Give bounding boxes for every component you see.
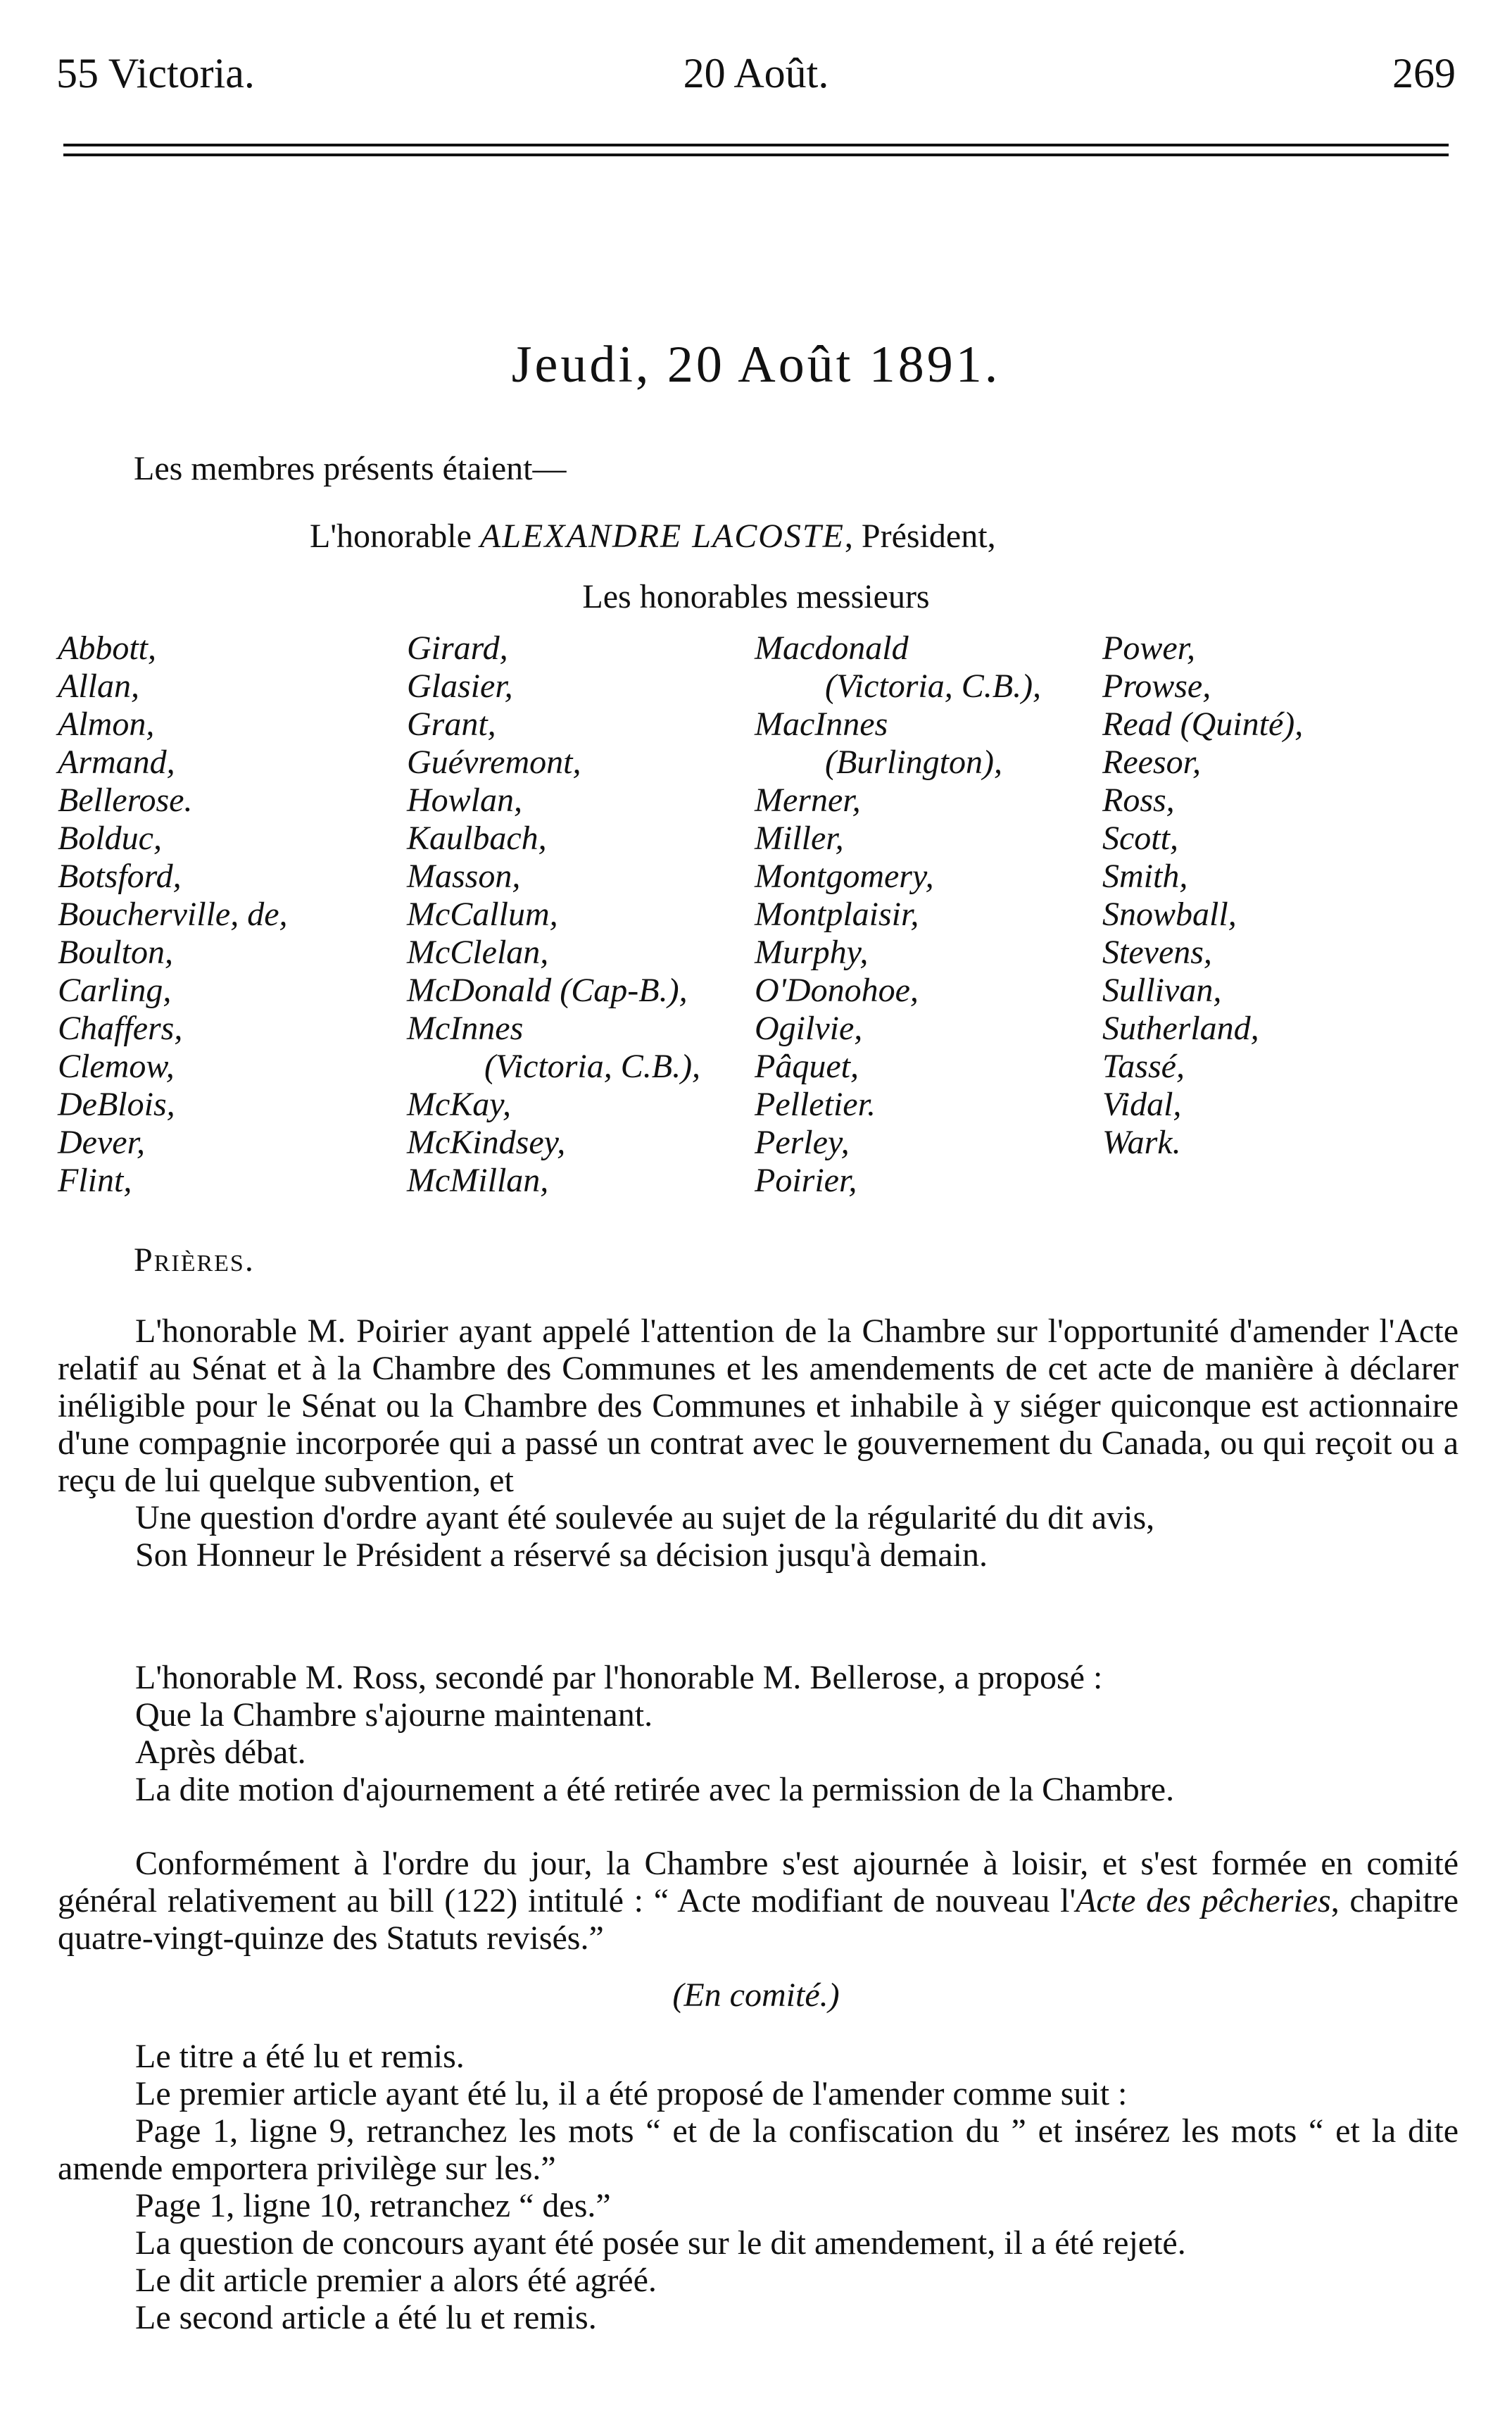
comite-act-title: Acte des pêcheries <box>1076 1882 1331 1919</box>
member-name: Pâquet, <box>755 1048 859 1085</box>
member-name: Murphy, <box>755 934 869 971</box>
member-name: Read (Quinté), <box>1102 706 1304 743</box>
members-column-1 <box>58 629 288 1200</box>
articles-l6: Le dit article premier a alors été agréé. <box>135 2262 657 2299</box>
member-name: Prowse, <box>1102 668 1211 705</box>
articles-l1: Le titre a été lu et remis. <box>135 2038 465 2075</box>
member-name: Flint, <box>58 1162 132 1199</box>
member-name: Kaulbach, <box>407 820 547 857</box>
en-comite-heading: (En comité.) <box>672 1976 840 2014</box>
comite-text-a: Conformément à l'ordre du jour, la Chambre s'est ajournée à loisir, et s'est formée en comité général relativement au bill (122) intitulé : “ Acte modifiant de nouveau l' <box>58 1845 1459 1919</box>
member-name: Carling, <box>58 972 172 1009</box>
paragraph-poirier-order: Une question d'ordre ayant été soulevée au sujet de la régularité du dit avis, <box>135 1499 1155 1536</box>
paragraph-poirier-decision: Son Honneur le Président a réservé sa décision jusqu'à demain. <box>135 1536 988 1574</box>
member-name: Abbott, <box>58 629 156 667</box>
member-name: Stevens, <box>1102 934 1212 971</box>
paragraph-ross-l4: La dite motion d'ajournement a été retirée avec la permission de la Chambre. <box>135 1771 1175 1808</box>
member-name: Bellerose. <box>58 782 193 819</box>
paragraph-comite <box>58 1845 1459 1957</box>
member-name: (Burlington), <box>825 744 1002 781</box>
member-name: McKindsey, <box>407 1124 566 1161</box>
page-title: Jeudi, 20 Août 1891. <box>511 336 1001 394</box>
member-name: McInnes <box>407 1010 524 1047</box>
members-column-4 <box>1102 629 1303 1162</box>
member-name: Perley, <box>755 1124 850 1161</box>
header-session: 55 Victoria. <box>56 50 255 96</box>
articles-l2: Le premier article ayant été lu, il a été proposé de l'amender comme suit : <box>135 2075 1128 2112</box>
member-name: Botsford, <box>58 858 182 895</box>
president-prefix: L'honorable <box>310 518 480 555</box>
member-name: Macdonald <box>755 629 909 667</box>
member-name: Bolduc, <box>58 820 162 857</box>
member-name: Vidal, <box>1102 1086 1182 1123</box>
header-rule-top <box>63 144 1449 146</box>
member-name: Boulton, <box>58 934 173 971</box>
member-name: Howlan, <box>407 782 523 819</box>
member-name: Armand, <box>58 744 175 781</box>
member-name: Miller, <box>755 820 844 857</box>
paragraph-poirier-body: L'honorable M. Poirier ayant appelé l'attention de la Chambre sur l'opportunité d'amender l'Acte relatif au Sénat et à la Chambre des Communes et les amendements de cet acte de manière à déclarer inéligible pour le Sénat ou la Chambre des Communes et inhabile à y siéger quiconque est actionnaire d'une compagnie incorporée qui a passé un contrat avec le gouvernement du Canada, ou qui reçoit ou a reçu de lui quelque subvention, et <box>58 1312 1459 1499</box>
member-name: Montgomery, <box>755 858 934 895</box>
page-header <box>56 49 1456 106</box>
members-column-3 <box>755 629 1041 1200</box>
member-name: Ogilvie, <box>755 1010 863 1047</box>
member-name: Montplaisir, <box>755 896 919 933</box>
member-name: Wark. <box>1102 1124 1181 1161</box>
paragraph-comite-body <box>58 1845 1459 1957</box>
member-name: Chaffers, <box>58 1010 183 1047</box>
articles-l7: Le second article a été lu et remis. <box>135 2299 597 2336</box>
member-name: Reesor, <box>1102 744 1201 781</box>
member-name: Glasier, <box>407 668 513 705</box>
member-name: Power, <box>1102 629 1195 667</box>
header-date: 20 Août. <box>683 50 829 96</box>
member-name: Sullivan, <box>1102 972 1222 1009</box>
page-number: 269 <box>1392 50 1456 96</box>
articles-l3: Page 1, ligne 9, retranchez les mots “ et de la confiscation du ” et insérez les mots “ et la dite amende emportera privilège sur les.” <box>58 2112 1459 2187</box>
member-name: Girard, <box>407 629 508 667</box>
member-name: (Victoria, C.B.), <box>484 1048 701 1085</box>
member-name: O'Donohoe, <box>755 972 919 1009</box>
member-name: DeBlois, <box>58 1086 175 1123</box>
member-name: Poirier, <box>755 1162 857 1199</box>
member-name: Sutherland, <box>1102 1010 1259 1047</box>
member-name: McMillan, <box>407 1162 549 1199</box>
member-name: Tassé, <box>1102 1048 1185 1085</box>
member-name: Dever, <box>58 1124 145 1161</box>
member-name: McCallum, <box>407 896 558 933</box>
paragraph-ross-l2: Que la Chambre s'ajourne maintenant. <box>135 1696 653 1734</box>
member-name: (Victoria, C.B.), <box>825 668 1042 705</box>
member-name: McClelan, <box>407 934 549 971</box>
member-name: Grant, <box>407 706 496 743</box>
member-name: Pelletier. <box>755 1086 876 1123</box>
paragraph-ross-motion: L'honorable M. Ross, secondé par l'honorable M. Bellerose, a proposé : <box>135 1659 1103 1696</box>
member-name: Clemow, <box>58 1048 175 1085</box>
articles-l5: La question de concours ayant été posée sur le dit amendement, il a été rejeté. <box>135 2224 1186 2262</box>
honorables-line: Les honorables messieurs <box>582 578 930 615</box>
comite-text-b: , chapitre quatre-vingt-quinze des Statuts revisés.” <box>58 1882 1459 1957</box>
paragraph-articles <box>58 2038 1459 2336</box>
member-name: Snowball, <box>1102 896 1237 933</box>
member-name: Allan, <box>58 668 139 705</box>
member-name: Guévremont, <box>407 744 581 781</box>
president-line <box>310 517 996 556</box>
member-name: Scott, <box>1102 820 1178 857</box>
member-name: Merner, <box>755 782 861 819</box>
member-name: Boucherville, de, <box>58 896 288 933</box>
intro-line: Les membres présents étaient— <box>134 450 567 487</box>
paragraph-ross-l3: Après débat. <box>135 1734 306 1771</box>
member-name: Almon, <box>58 706 155 743</box>
member-name: McKay, <box>407 1086 511 1123</box>
paragraph-poirier <box>58 1312 1459 1574</box>
articles-l4: Page 1, ligne 10, retranchez “ des.” <box>135 2187 611 2224</box>
president-suffix: , Président, <box>844 518 996 555</box>
member-name: Smith, <box>1102 858 1188 895</box>
member-name: McDonald (Cap-B.), <box>407 972 688 1009</box>
header-rule-bottom <box>63 153 1449 156</box>
members-column-2 <box>407 629 700 1200</box>
member-name: Ross, <box>1102 782 1175 819</box>
member-name: MacInnes <box>755 706 888 743</box>
prieres-heading: Prières. <box>134 1241 255 1279</box>
member-name: Masson, <box>407 858 521 895</box>
president-name: ALEXANDRE LACOSTE <box>479 518 845 555</box>
paragraph-ross <box>58 1659 1459 1808</box>
